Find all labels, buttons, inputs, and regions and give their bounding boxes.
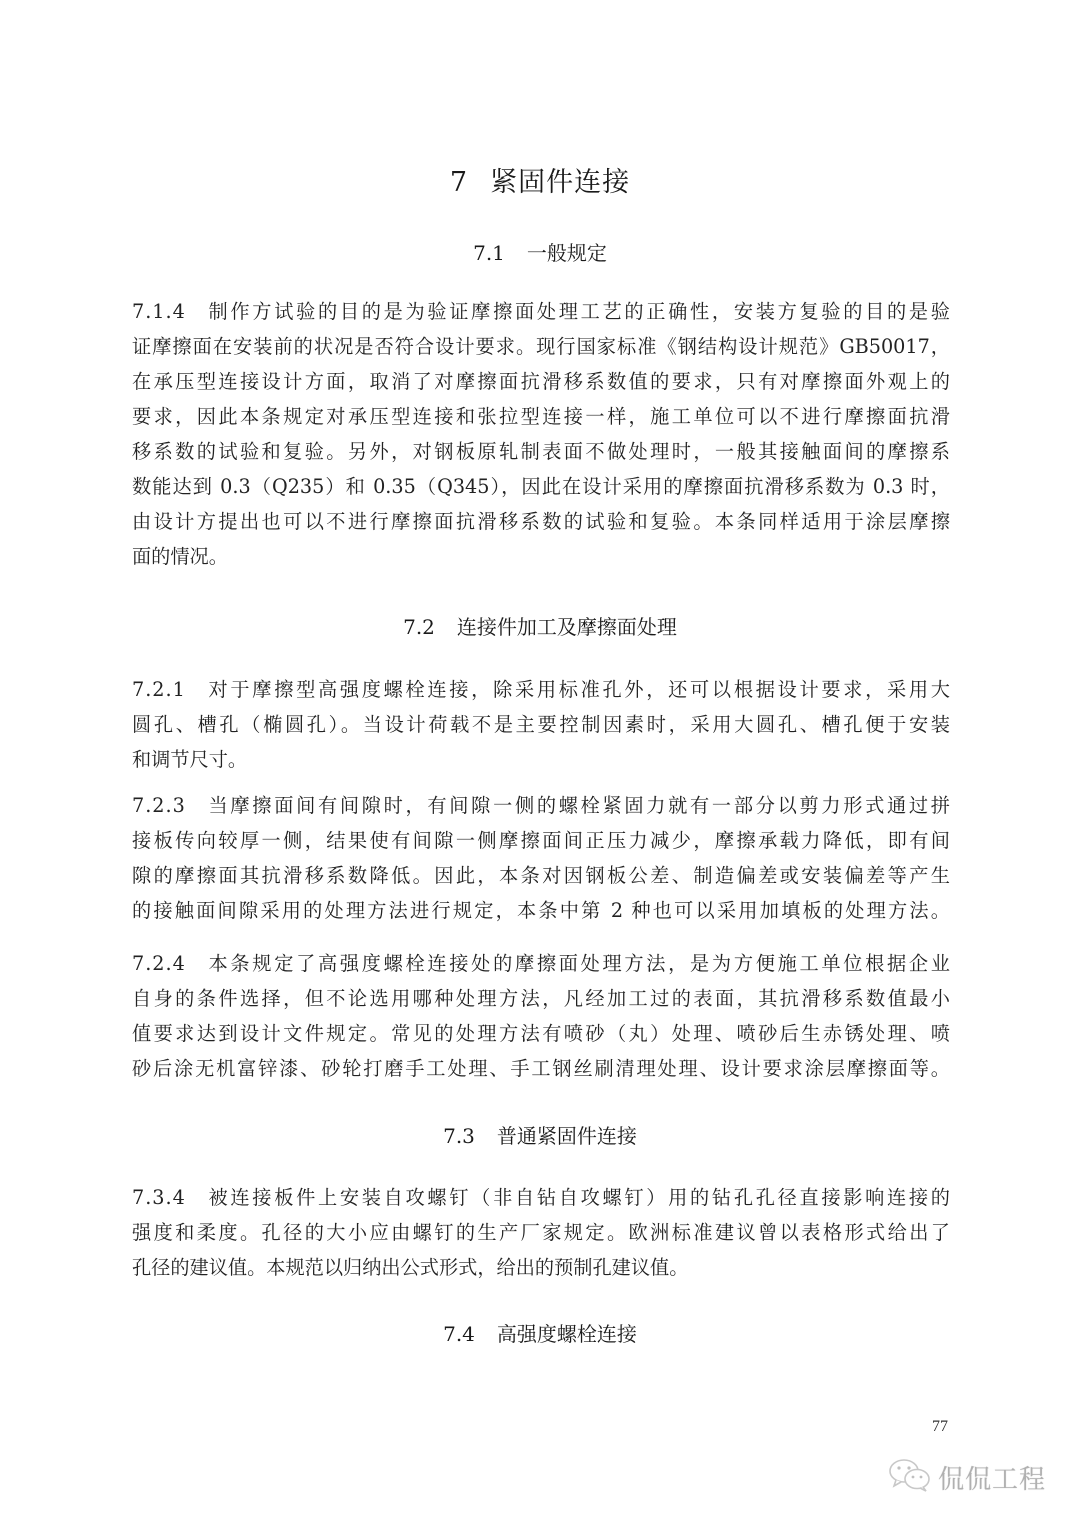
text-line: 值要求达到设计文件规定。常见的处理方法有喷砂（丸）处理、喷砂后生赤锈处理、喷 [132, 1022, 950, 1045]
clause-7-2-3 [132, 788, 950, 928]
text-line: 的接触面间隙采用的处理方法进行规定，本条中第 2 种也可以采用加填板的处理方法。 [132, 899, 950, 922]
text-line: 砂后涂无机富锌漆、砂轮打磨手工处理、手工钢丝刷清理处理、设计要求涂层摩擦面等。 [132, 1057, 950, 1080]
clause-number: 7.2.3 [132, 794, 186, 817]
text-line: 制作方试验的目的是为验证摩擦面处理工艺的正确性，安装方复验的目的是验 [205, 300, 950, 323]
clause-7-1-4 [132, 294, 950, 574]
text-line: 当摩擦面间有间隙时，有间隙一侧的螺栓紧固力就有一部分以剪力形式通过拼 [205, 794, 950, 817]
clause-number: 7.2.1 [132, 678, 186, 701]
clause-number: 7.3.4 [132, 1186, 186, 1209]
chapter-title-text: 紧固件连接 [490, 167, 631, 198]
text-line: 强度和柔度。孔径的大小应由螺钉的生产厂家规定。欧洲标准建议曾以表格形式给出了 [132, 1221, 950, 1244]
text-line: 孔径的建议值。本规范以归纳出公式形式，给出的预制孔建议值。 [132, 1256, 689, 1279]
section-title-text: 高强度螺栓连接 [496, 1322, 637, 1346]
section-heading-7-4 [0, 1318, 1080, 1347]
section-title-text: 连接件加工及摩擦面处理 [456, 615, 677, 639]
text-line: 圆孔、槽孔（椭圆孔）。当设计荷载不是主要控制因素时，采用大圆孔、槽孔便于安装 [132, 713, 950, 736]
chapter-number: 7 [449, 167, 469, 198]
section-heading-7-3 [0, 1120, 1080, 1149]
clause-7-3-4 [132, 1180, 950, 1285]
section-heading-7-1 [0, 237, 1080, 266]
text-line: 和调节尺寸。 [132, 748, 248, 771]
watermark-text: 侃侃工程 [938, 1464, 1047, 1495]
section-title-text: 一般规定 [526, 241, 607, 265]
chapter-title [0, 160, 1080, 199]
page-number: 77 [932, 1418, 948, 1435]
section-number: 7.3 [443, 1124, 475, 1148]
section-title-text: 普通紧固件连接 [496, 1124, 637, 1148]
text-line: 移系数的试验和复验。另外，对钢板原轧制表面不做处理时，一般其接触面间的摩擦系 [132, 440, 950, 463]
text-line: 面的情况。 [132, 545, 228, 568]
clause-7-2-1 [132, 672, 950, 777]
text-line: 本条规定了高强度螺栓连接处的摩擦面处理方法，是为方便施工单位根据企业 [205, 952, 950, 975]
clause-number: 7.1.4 [132, 300, 186, 323]
section-number: 7.2 [403, 615, 435, 639]
clause-7-2-4 [132, 946, 950, 1086]
clause-number: 7.2.4 [132, 952, 186, 975]
text-line: 要求，因此本条规定对承压型连接和张拉型连接一样，施工单位可以不进行摩擦面抗滑 [132, 405, 950, 428]
text-line: 被连接板件上安装自攻螺钉（非自钻自攻螺钉）用的钻孔孔径直接影响连接的 [205, 1186, 950, 1209]
text-line: 隙的摩擦面其抗滑移系数降低。因此，本条对因钢板公差、制造偏差或安装偏差等产生 [132, 864, 950, 887]
section-heading-7-2 [0, 611, 1080, 640]
text-line: 对于摩擦型高强度螺栓连接，除采用标准孔外，还可以根据设计要求，采用大 [205, 678, 950, 701]
text-line: 由设计方提出也可以不进行摩擦面抗滑移系数的试验和复验。本条同样适用于涂层摩擦 [132, 510, 950, 533]
text-line: 自身的条件选择，但不论选用哪种处理方法，凡经加工过的表面，其抗滑移系数值最小 [132, 987, 950, 1010]
text-line: 证摩擦面在安装前的状况是否符合设计要求。现行国家标准《钢结构设计规范》GB50017， [132, 335, 950, 358]
text-line: 接板传向较厚一侧，结果使有间隙一侧摩擦面间正压力减少，摩擦承载力降低，即有间 [132, 829, 950, 852]
section-number: 7.1 [473, 241, 505, 265]
section-number: 7.4 [443, 1322, 475, 1346]
watermark [888, 1458, 1046, 1496]
wechat-icon [888, 1458, 932, 1496]
text-line: 在承压型连接设计方面，取消了对摩擦面抗滑移系数值的要求，只有对摩擦面外观上的 [132, 370, 950, 393]
text-line: 数能达到 0.3（Q235）和 0.35（Q345），因此在设计采用的摩擦面抗滑移系数为 0.3 时， [132, 475, 950, 498]
